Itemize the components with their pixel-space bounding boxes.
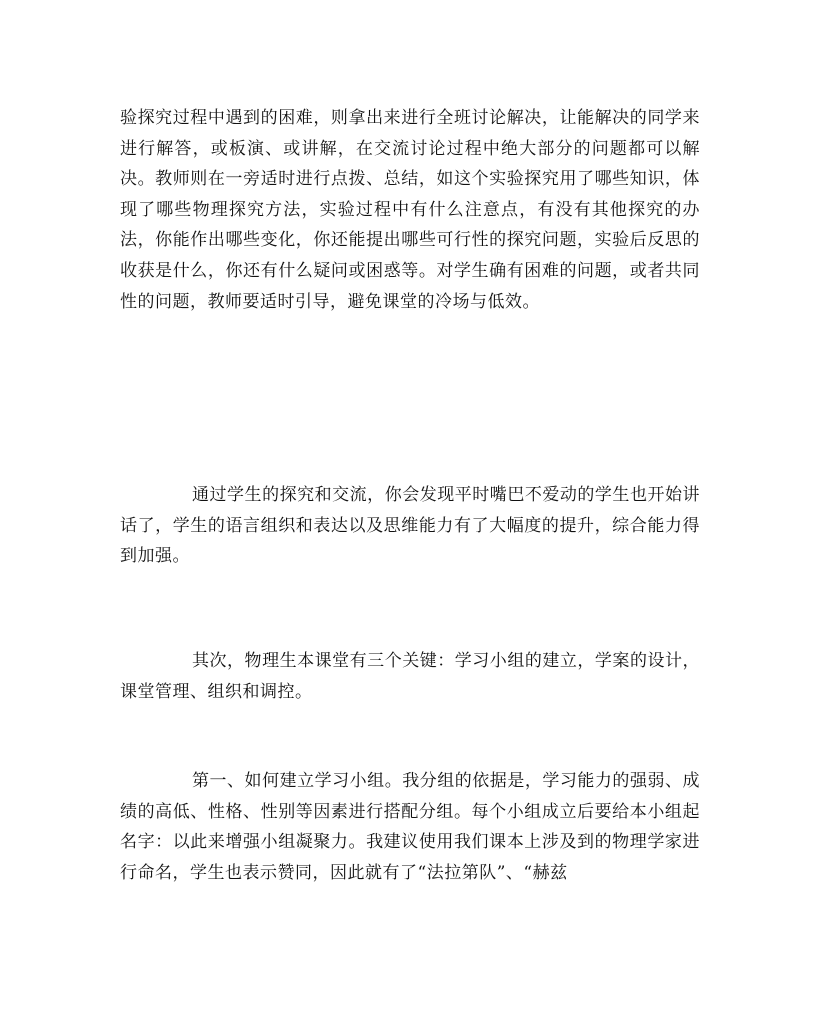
paragraph-build-study-groups: 第一、如何建立学习小组。我分组的依据是，学习能力的强弱、成绩的高低、性格、性别等因素进行搭配分组。每个小组成立后要给本小组起名字：以此来增强小组凝聚力。我建议使用我们课本上涉及到的物理学家进行命名，学生也表示赞同，因此就有了“法拉第队”、“赫兹 xyxy=(120,771,700,883)
paragraph-group-discussion: 验探究过程中遇到的困难，则拿出来进行全班讨论解决，让能解决的同学来进行解答，或板演、或讲解，在交流讨论过程中绝大部分的问题都可以解决。教师则在一旁适时进行点拨、总结，如这个实验探究用了哪些知识，体现了哪些物理探究方法，实验过程中有什么注意点，有没有其他探究的办法，你能作出哪些变化，你还能提出哪些可行性的探究问题，实验后反思的收获是什么，你还有什么疑问或困惑等。对学生确有困难的问题，或者共同性的问题，教师要适时引导，避免课堂的冷场与低效。 xyxy=(120,108,700,312)
paragraph-three-keys: 其次，物理生本课堂有三个关键：学习小组的建立，学案的设计，课堂管理、组织和调控。 xyxy=(120,651,700,702)
paragraph-student-exchange: 通过学生的探究和交流，你会发现平时嘴巴不爱动的学生也开始讲话了，学生的语言组织和表达以及思维能力有了大幅度的提升，综合能力得到加强。 xyxy=(120,485,700,567)
